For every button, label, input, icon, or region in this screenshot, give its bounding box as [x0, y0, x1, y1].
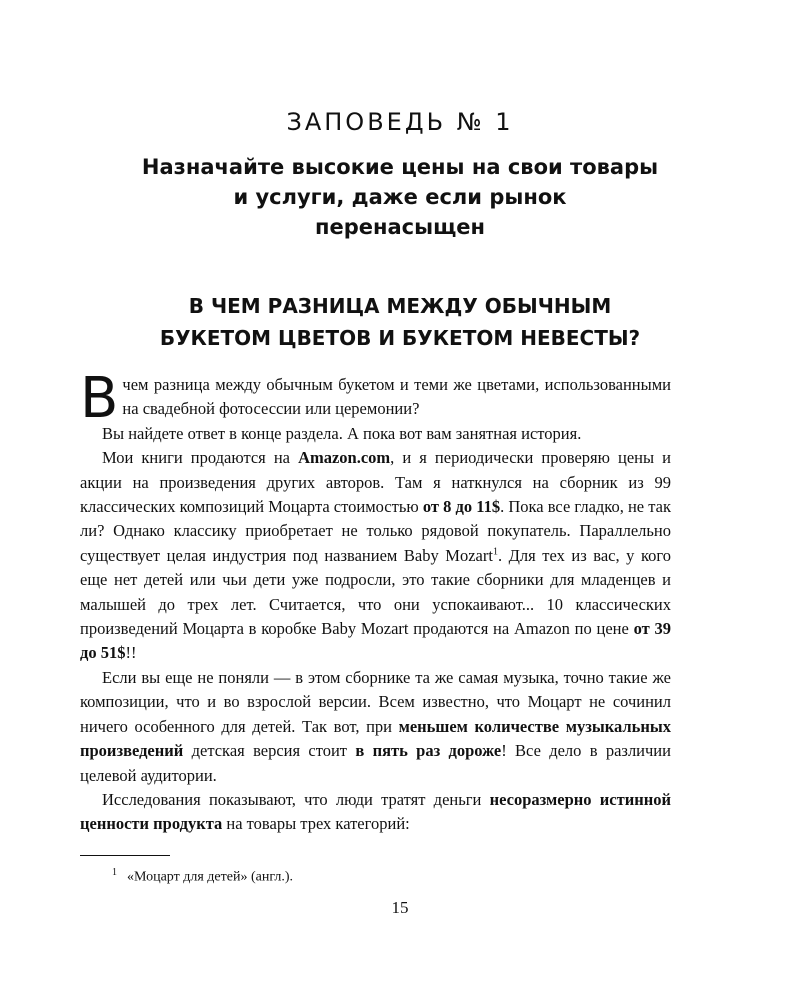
chapter-title-line: перенасыщен [314, 215, 486, 239]
paragraph-text: Мои книги продаются на [102, 448, 299, 468]
paragraph-5 [80, 788, 671, 837]
paragraph-text: детская версия стоит [183, 741, 356, 761]
paragraph-text: Исследования показывают, что люди тратят деньги [102, 789, 490, 809]
paragraph-text: !! [125, 643, 137, 663]
bold-text: меньшем количестве музыкальных произведений [80, 716, 671, 761]
paragraph-text: чем разница между обычным букетом и теми же цветами, использованными на свадебной фотосессии или церемонии? [122, 375, 671, 419]
paragraph-3 [80, 446, 671, 666]
footnote-divider [80, 855, 170, 856]
drop-cap: В [80, 366, 119, 431]
bold-text: Amazon.com [298, 448, 391, 468]
chapter-title-line: Назначайте высокие цены на свои товары [141, 155, 659, 179]
paragraph-text: Вы найдете ответ в конце раздела. А пока вот вам занятная история. [102, 423, 582, 443]
bold-text: от 39 до 51$ [80, 619, 671, 663]
footnote [112, 864, 672, 887]
footnote-ref[interactable]: 1 [492, 546, 498, 558]
footnote-text: «Моцарт для детей» (англ.). [127, 869, 293, 885]
paragraph-text: . Пока все гладко, не так ли? Однако классику приобретает не только рядовой покупатель. Параллельно существует целая индустрия под названием Baby Mozart [80, 497, 672, 565]
bold-text: в пять раз дороже [355, 741, 502, 761]
paragraph-text: , и я периодически проверяю цены и акции на произведения других авторов. Там я наткнулся на сборник из 99 классических композиций Моцарта стоимостью [80, 448, 671, 517]
section-title-line: В ЧЕМ РАЗНИЦА МЕЖДУ ОБЫЧНЫМ [188, 294, 612, 318]
body-text [80, 366, 672, 837]
chapter-label: ЗАПОВЕДЬ № 1 [286, 108, 514, 136]
paragraph-text: ! Все дело в различии целевой аудитории. [80, 741, 671, 785]
bold-text: от 8 до 11$ [422, 497, 501, 517]
paragraph-text: Если вы еще не поняли — в этом сборнике та же самая музыка, точно такие же композиции, что и во взрослой версии. Всем известно, что Моцарт не сочинил ничего особенного для детей. Так вот, при [80, 667, 671, 736]
section-title [100, 290, 700, 354]
section-title-line: БУКЕТОМ ЦВЕТОВ И БУКЕТОМ НЕВЕСТЫ? [159, 326, 641, 350]
paragraph-2 [80, 422, 671, 446]
paragraph-1 [80, 366, 671, 431]
chapter-title [100, 152, 700, 242]
paragraph-text: . Для тех из вас, у кого еще нет детей или чьи дети уже подросли, это такие сборники для младенцев и малышей до трех лет. Считается, что они успокаивают... 10 классических произведений Моцарта в коробке Baby Mozart продаются на Amazon по цене [80, 545, 672, 639]
page-number: 15 [391, 898, 409, 917]
paragraph-4 [80, 666, 671, 788]
chapter-title-line: и услуги, даже если рынок [233, 185, 567, 209]
bold-text: несоразмерно истинной ценности продукта [80, 789, 671, 834]
paragraph-text: на товары трех категорий: [222, 814, 410, 834]
footnote-mark: 1 [112, 867, 117, 878]
